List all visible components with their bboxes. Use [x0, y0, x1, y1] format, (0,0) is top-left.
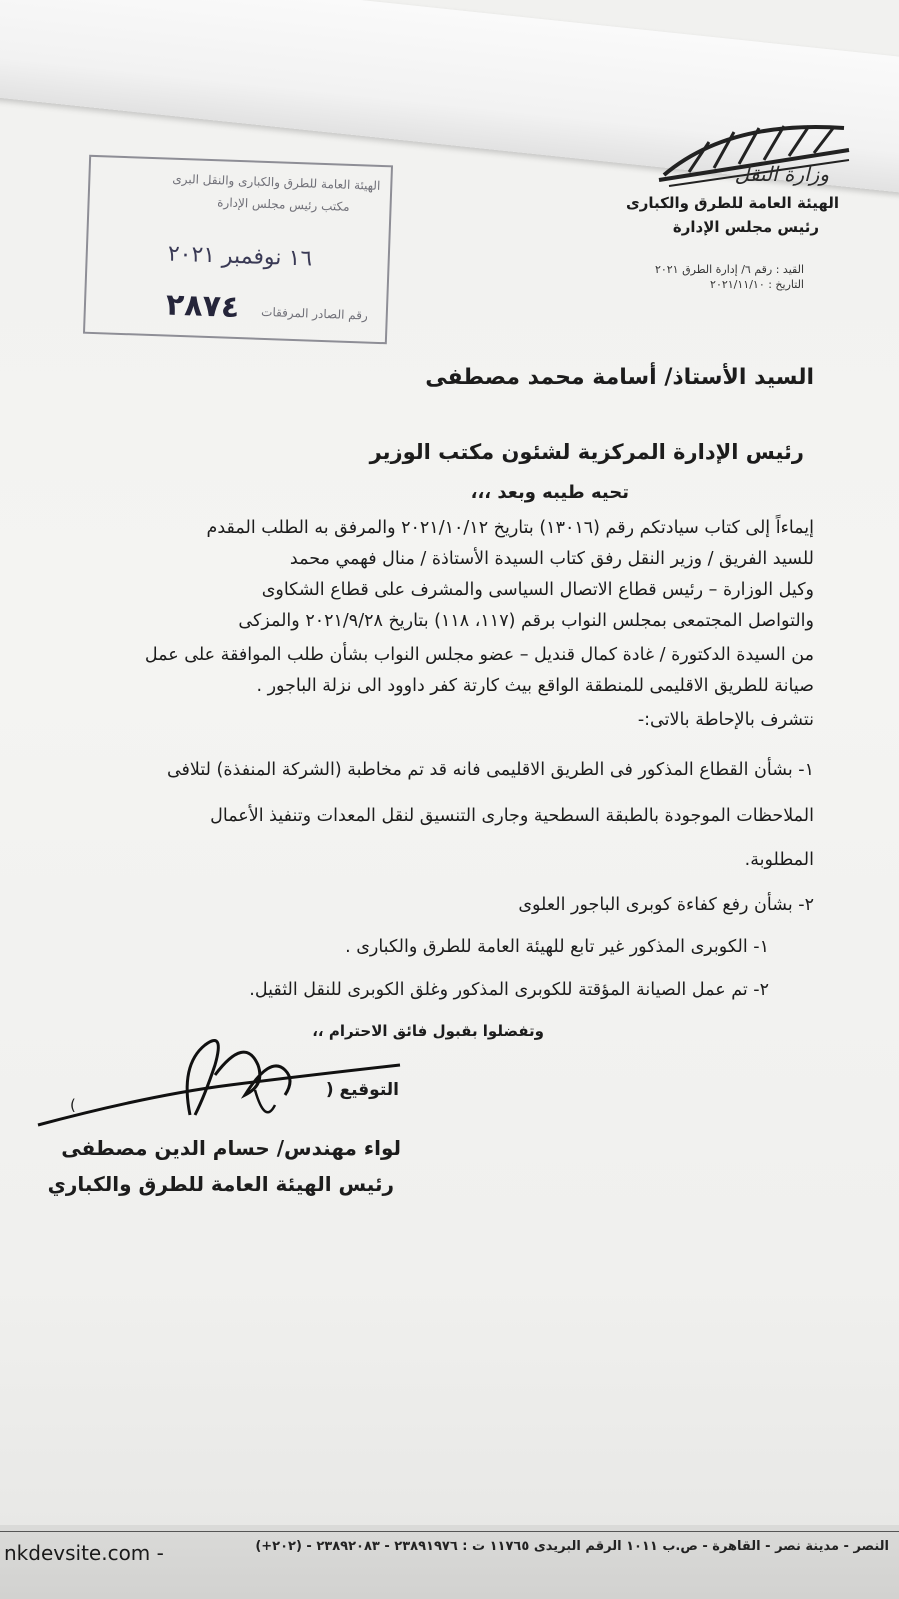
reference-entry: القيد : رقم ٦/ إدارة الطرق ٢٠٢١	[654, 263, 804, 276]
incoming-stamp	[83, 155, 393, 345]
handwritten-signature	[30, 1025, 410, 1135]
stamp-outgoing-label: رقم الصادر المرفقات	[260, 304, 369, 323]
stamp-date: ١٦ نوفمبر ٢٠٢١	[167, 241, 313, 272]
stamp-number: ٢٨٧٤	[165, 287, 240, 326]
authority-name: الهيئة العامة للطرق والكبارى	[625, 194, 839, 212]
board-head-title: رئيس مجلس الإدارة	[672, 218, 819, 236]
item-1-line: ١- بشأن القطاع المذكور فى الطريق الاقليمى فانه قد تم مخاطبة (الشركة المنفذة) لتلافى	[166, 760, 814, 780]
footer-website: nkdevsite.com -	[4, 1541, 164, 1565]
signature-close-paren: )	[70, 1096, 76, 1114]
item-2-sub-2: ٢- تم عمل الصيانة المؤقتة للكوبرى المذكور وغلق الكوبرى للنقل الثقيل.	[249, 980, 769, 1000]
body-line: والتواصل المجتمعى بمجلس النواب برقم (١١٧، ١١٨) بتاريخ ٢٠٢١/٩/٢٨ والمزكى	[238, 611, 814, 631]
stamp-org: الهيئة العامة للطرق والكبارى والنقل البرى	[172, 171, 381, 193]
item-2: ٢- بشأن رفع كفاءة كوبرى الباجور العلوى	[518, 895, 814, 915]
body-line: للسيد الفريق / وزير النقل رفق كتاب السيدة الأستاذة / منال فهمي محمد	[289, 549, 814, 569]
body-line: وكيل الوزارة – رئيس قطاع الاتصال السياسى والمشرف على قطاع الشكاوى	[261, 580, 814, 600]
item-1-line: المطلوبة.	[744, 850, 814, 870]
stamp-office: مكتب رئيس مجلس الإدارة	[217, 195, 350, 214]
closing-regards: وتفضلوا بقبول فائق الاحترام ،،	[312, 1022, 544, 1040]
body-line: إيماءاً إلى كتاب سيادتكم رقم (١٣٠١٦) بتاريخ ٢٠٢١/١٠/١٢ والمرفق به الطلب المقدم	[206, 518, 814, 538]
signature-label: التوقيع (	[325, 1080, 399, 1100]
intro-line: نتشرف بالإحاطة بالاتى:-	[637, 710, 814, 730]
signer-name: لواء مهندس/ حسام الدين مصطفى	[61, 1136, 401, 1160]
addressee-title: رئيس الإدارة المركزية لشئون مكتب الوزير	[369, 440, 804, 464]
reference-date: التاريخ : ٢٠٢١/١١/١٠	[710, 278, 804, 291]
greeting: تحيه طيبه وبعد ،،،	[470, 482, 629, 503]
item-2-sub-1: ١- الكوبرى المذكور غير تابع للهيئة العامة للطرق والكبارى .	[345, 937, 769, 957]
signer-title: رئيس الهيئة العامة للطرق والكباري	[47, 1172, 394, 1196]
reference-block	[655, 262, 804, 292]
footer-address: النصر - مدينة نصر - القاهرة - ص.ب ١٠١١ الرقم البريدى ١١٧٦٥ ت : ٢٣٨٩١٩٧٦ - ٢٣٨٩٢٠٨٣ - (٢٠٢+)	[255, 1539, 889, 1554]
addressee-name: السيد الأستاذ/ أسامة محمد مصطفى	[425, 365, 814, 390]
body-line: صيانة للطريق الاقليمى للمنطقة الواقع بيث كارتة كفر داوود الى نزلة الباجور .	[256, 676, 814, 696]
footer-divider	[0, 1531, 899, 1532]
body-line: من السيدة الدكتورة / غادة كمال قنديل – عضو مجلس النواب بشأن طلب الموافقة على عمل	[144, 645, 814, 665]
letterhead	[609, 120, 869, 260]
item-1-line: الملاحظات الموجودة بالطبقة السطحية وجارى التنسيق لنقل المعدات وتنفيذ الأعمال	[210, 806, 814, 826]
ministry-name: وزارة النقل	[734, 162, 829, 186]
